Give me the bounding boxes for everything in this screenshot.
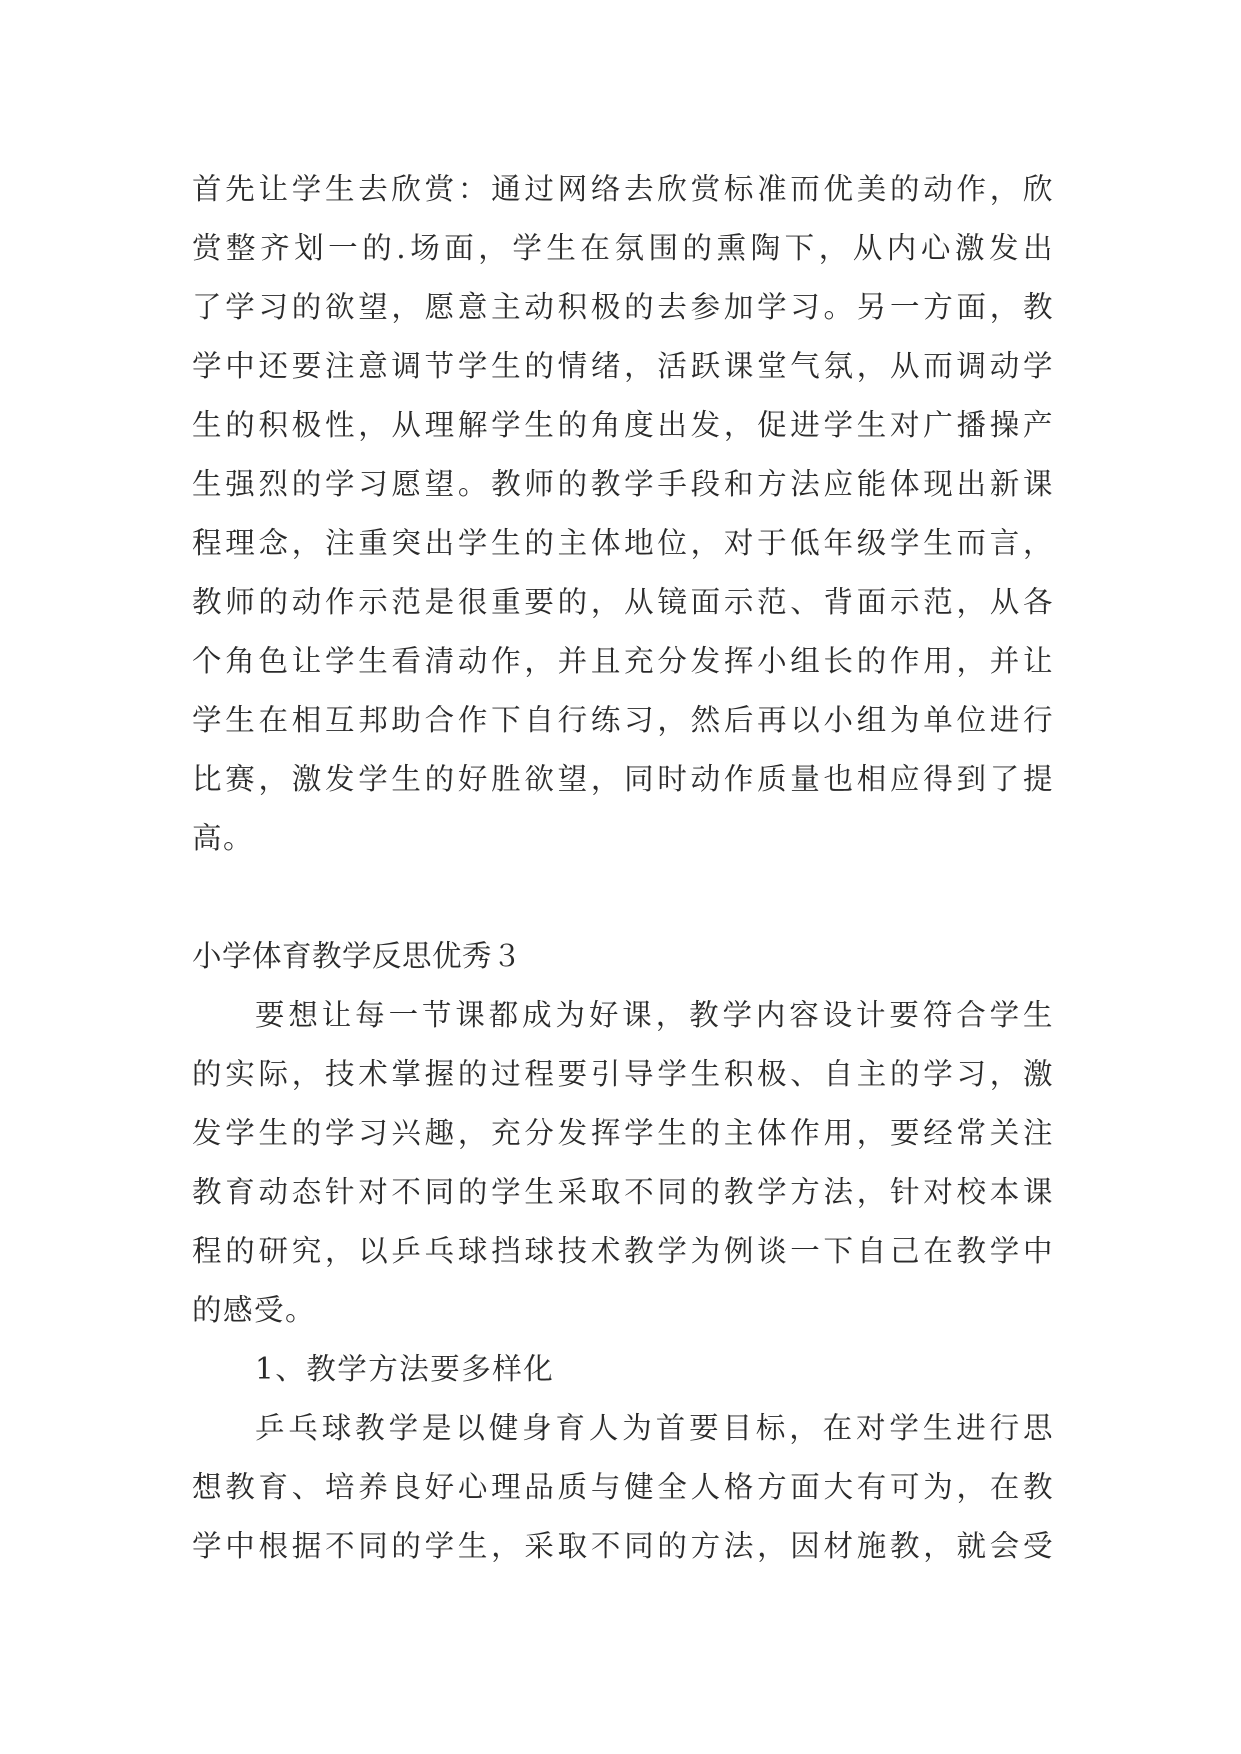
text-line: 学生在相互邦助合作下自行练习，然后再以小组为单位进行 [192, 703, 1054, 737]
subheading: 1、教学方法要多样化 [255, 1352, 555, 1386]
section-body [192, 1399, 1054, 1576]
text-line: 学中根据不同的学生，采取不同的方法，因材施教，就会受 [192, 1529, 1054, 1563]
text-line: 首先让学生去欣赏：通过网络去欣赏标准而优美的动作，欣 [192, 172, 1054, 206]
text-line: 教师的动作示范是很重要的，从镜面示范、背面示范，从各 [192, 585, 1054, 619]
text-line: 生强烈的学习愿望。教师的教学手段和方法应能体现出新课 [192, 467, 1054, 501]
paragraph-gap [192, 868, 1054, 927]
document-page [192, 160, 1054, 1576]
text-line: 要想让每一节课都成为好课，教学内容设计要符合学生 [255, 998, 1054, 1032]
text-line: 学中还要注意调节学生的情绪，活跃课堂气氛，从而调动学 [192, 349, 1054, 383]
text-line: 高。 [192, 821, 255, 855]
text-line: 赏整齐划一的.场面，学生在氛围的熏陶下，从内心激发出 [192, 231, 1054, 265]
text-line: 了学习的欲望，愿意主动积极的去参加学习。另一方面，教 [192, 290, 1054, 324]
text-line: 想教育、培养良好心理品质与健全人格方面大有可为，在教 [192, 1470, 1054, 1504]
text-line: 发学生的学习兴趣，充分发挥学生的主体作用，要经常关注 [192, 1116, 1054, 1150]
text-line: 的感受。 [192, 1293, 317, 1327]
text-line: 的实际，技术掌握的过程要引导学生积极、自主的学习，激 [192, 1057, 1054, 1091]
text-line: 程理念，注重突出学生的主体地位，对于低年级学生而言， [192, 526, 1054, 560]
section-title: 小学体育教学反思优秀３ [192, 939, 523, 973]
section-intro [192, 986, 1054, 1340]
text-line: 教育动态针对不同的学生采取不同的教学方法，针对校本课 [192, 1175, 1054, 1209]
text-line: 乒乓球教学是以健身育人为首要目标，在对学生进行思 [255, 1411, 1054, 1445]
text-line: 个角色让学生看清动作，并且充分发挥小组长的作用，并让 [192, 644, 1054, 678]
text-line: 比赛，激发学生的好胜欲望，同时动作质量也相应得到了提 [192, 762, 1054, 796]
text-line: 程的研究，以乒乓球挡球技术教学为例谈一下自己在教学中 [192, 1234, 1054, 1268]
text-line: 生的积极性，从理解学生的角度出发，促进学生对广播操产 [192, 408, 1054, 442]
paragraph-1 [192, 160, 1054, 868]
